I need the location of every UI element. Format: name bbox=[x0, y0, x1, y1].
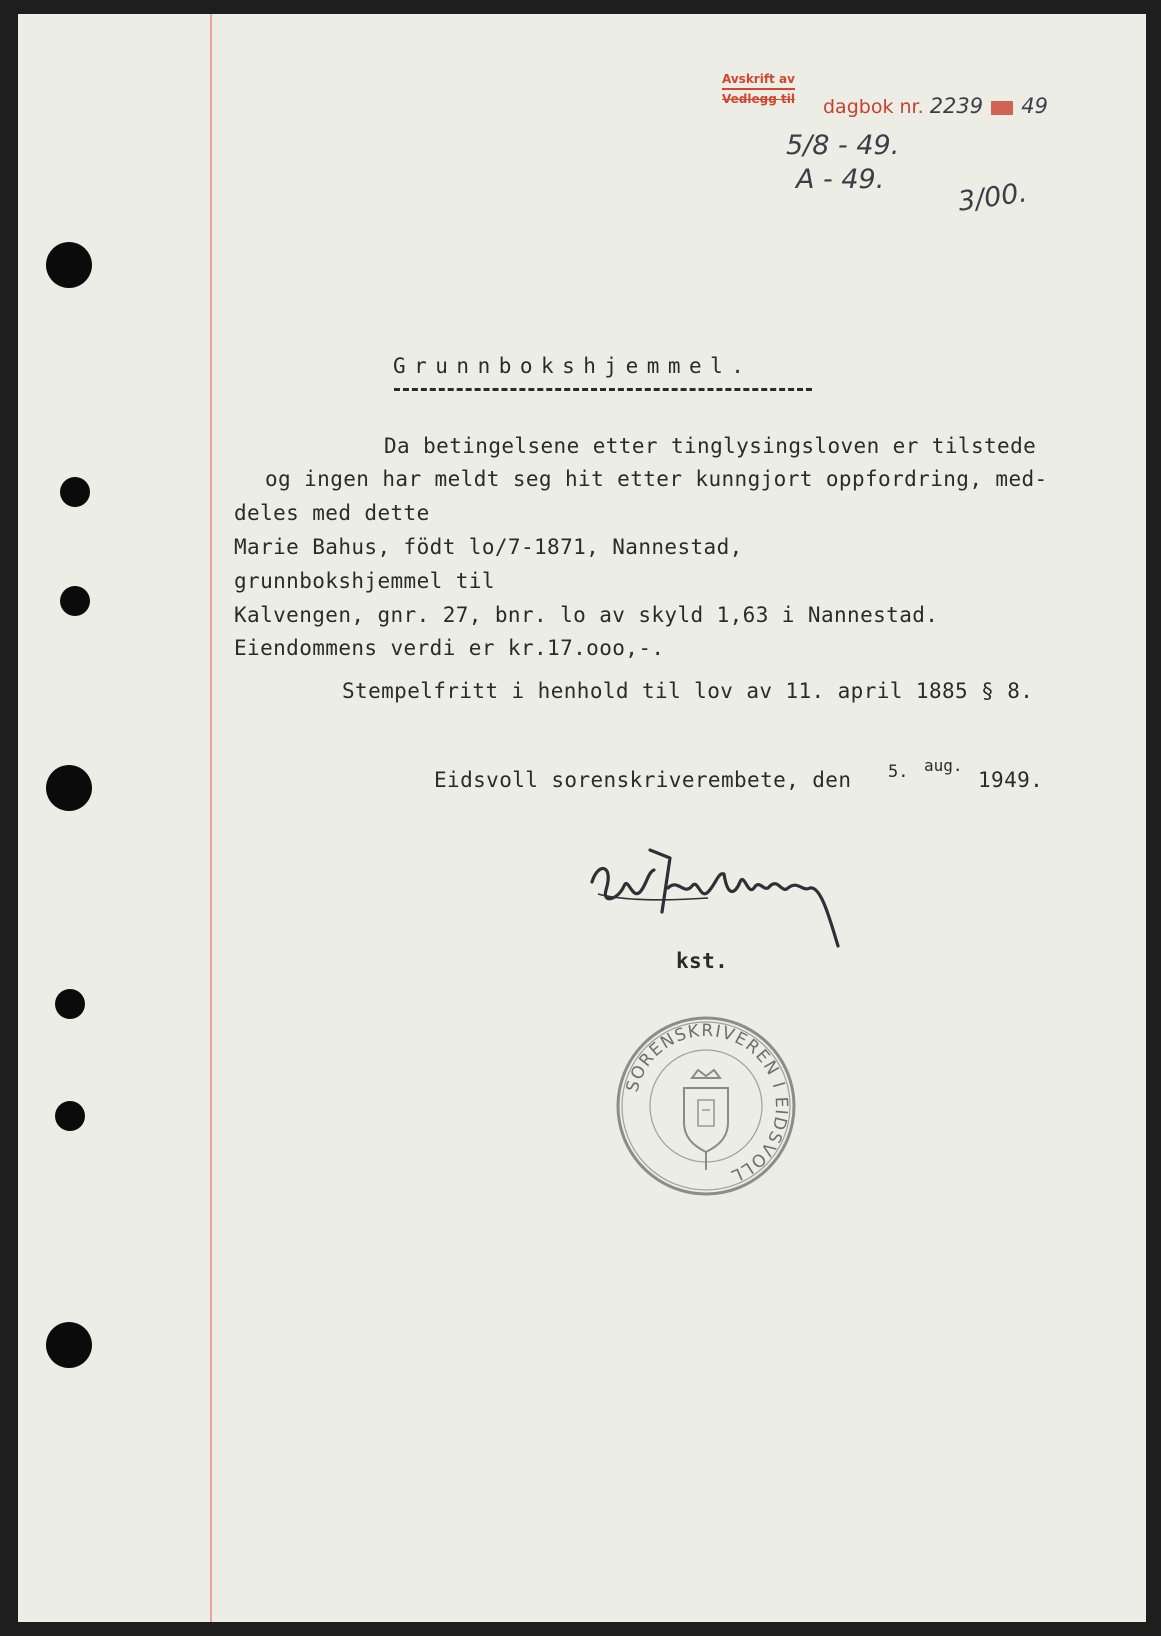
place-line: Eidsvoll sorenskriverembete, den bbox=[434, 768, 852, 792]
dagbok-number: 2239 bbox=[929, 94, 984, 118]
punch-hole bbox=[46, 765, 92, 811]
body-line: Marie Bahus, födt lo/7-1871, Nannestad, bbox=[234, 535, 743, 559]
punch-hole bbox=[60, 477, 90, 507]
stamp-blot bbox=[991, 101, 1013, 115]
seal-text: SORENSKRIVEREN I EIDSVOLL bbox=[622, 1020, 792, 1186]
punch-hole bbox=[60, 586, 90, 616]
punch-hole bbox=[46, 1322, 92, 1368]
body-line: Stempelfritt i henhold til lov av 11. april 1885 § 8. bbox=[342, 679, 1034, 703]
signature-abbrev: kst. bbox=[676, 949, 729, 973]
court-seal bbox=[614, 1014, 798, 1198]
body-line: Eiendommens verdi er kr.17.ooo,-. bbox=[234, 636, 665, 660]
document-page bbox=[18, 14, 1146, 1622]
punch-hole bbox=[46, 242, 92, 288]
handwritten-date-note: 5/8 - 49. bbox=[786, 130, 900, 161]
dagbok-label: dagbok nr. bbox=[823, 96, 924, 118]
date-day: 5. bbox=[888, 762, 909, 782]
body-line: deles med dette bbox=[234, 501, 430, 525]
stamp-line1: Avskrift av bbox=[722, 72, 795, 86]
title-underline bbox=[394, 388, 812, 391]
body-line: Da betingelsene etter tinglysingsloven er tilstede bbox=[384, 434, 1037, 458]
body-line: grunnbokshjemmel til bbox=[234, 569, 495, 593]
stamp-line2: Vedlegg til bbox=[722, 88, 795, 108]
dagbok-year: 49 bbox=[1021, 94, 1048, 118]
copy-stamp bbox=[722, 70, 795, 108]
dagbok-reference bbox=[823, 94, 1048, 118]
handwritten-reference-note: A - 49. bbox=[796, 164, 885, 195]
handwritten-fee-note: 3/00. bbox=[956, 177, 1030, 218]
margin-rule bbox=[210, 14, 212, 1622]
date-year: 1949. bbox=[978, 768, 1044, 792]
body-line: Kalvengen, gnr. 27, bnr. lo av skyld 1,63 i Nannestad. bbox=[234, 603, 939, 627]
document-title: Grunnbokshjemmel. bbox=[393, 354, 753, 378]
body-line: og ingen har meldt seg hit etter kunngjort oppfordring, med- bbox=[265, 467, 1048, 491]
punch-hole bbox=[55, 1101, 85, 1131]
punch-hole bbox=[55, 989, 85, 1019]
date-month: aug. bbox=[924, 756, 963, 775]
